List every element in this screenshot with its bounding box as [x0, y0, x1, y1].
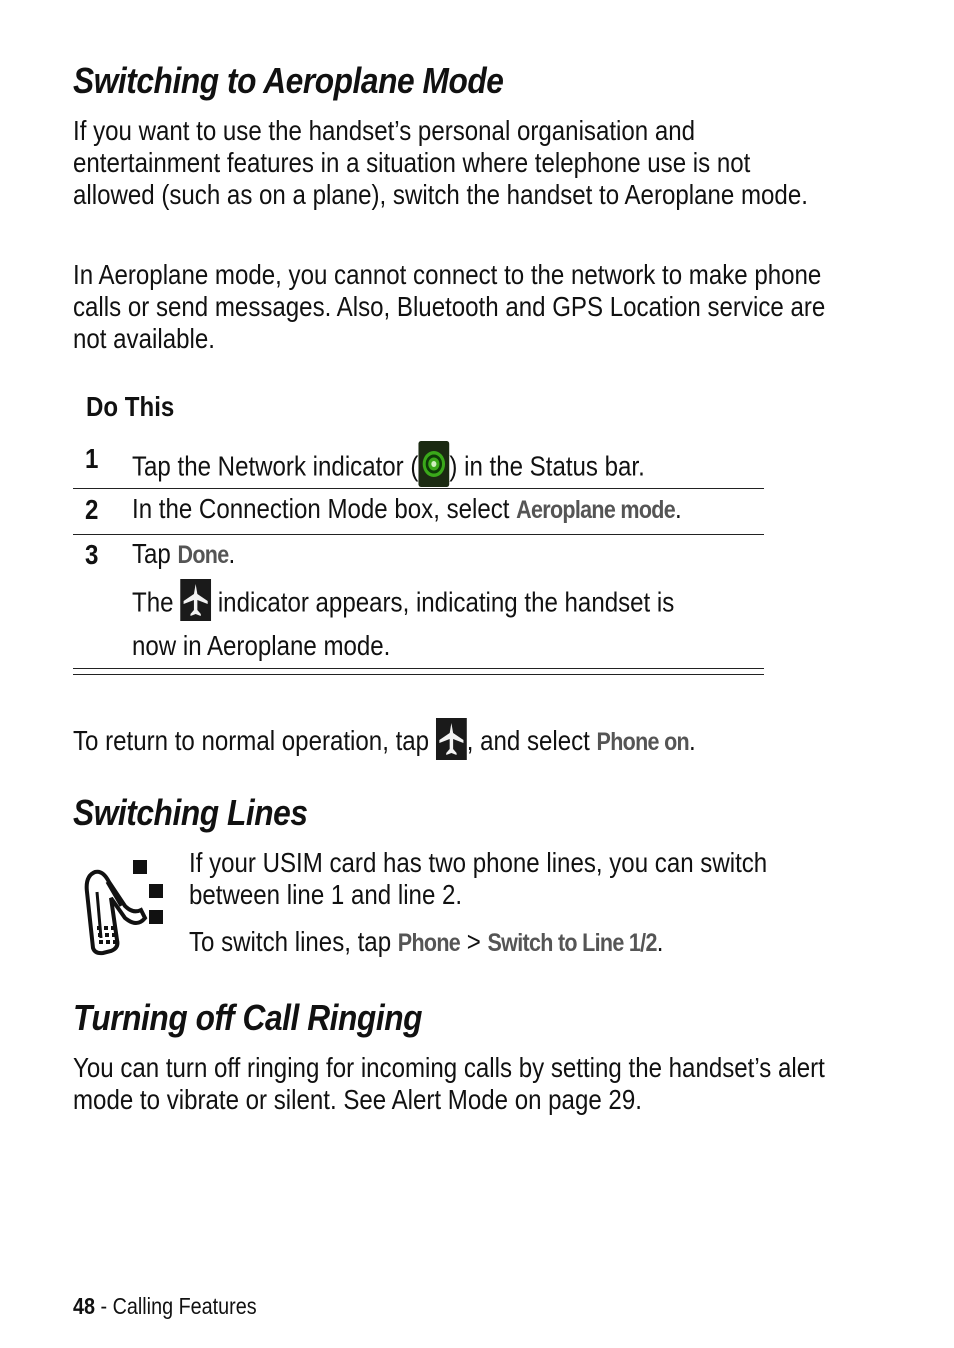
- return-instruction: To return to normal operation, tap , and select Phone on.: [73, 718, 830, 767]
- table-end-rule: [73, 674, 764, 675]
- table-divider: [73, 534, 764, 535]
- step-text: Tap Done.: [132, 538, 236, 569]
- menu-option-label: Switch to Line 1/2: [487, 929, 657, 957]
- aeroplane-intro-paragraph: If you want to use the handset’s personal organisation and entertainment features in a situation where telephone use is not allowed (such as on a plane), switch the handset to Aeroplane mode.: [73, 115, 808, 210]
- footer-section-name: Calling Features: [112, 1293, 257, 1319]
- step-result-text: The indicator appears, indicating the handset is now in Aeroplane mode.: [132, 579, 674, 663]
- switching-lines-instruction: To switch lines, tap Phone > Switch to Line 1/2.: [189, 926, 664, 957]
- section-title-call-ringing: Turning off Call Ringing: [73, 997, 423, 1038]
- step-number: 3: [85, 539, 99, 570]
- step-text: Tap the Network indicator ( ) in the Status bar.: [132, 441, 645, 495]
- step-text: In the Connection Mode box, select Aeroplane mode.: [132, 493, 682, 524]
- step-number: 1: [85, 443, 99, 474]
- step-number: 2: [85, 494, 99, 525]
- aeroplane-icon: [436, 718, 467, 767]
- network-indicator-icon: [418, 441, 449, 495]
- section-title-aeroplane: Switching to Aeroplane Mode: [73, 60, 504, 101]
- menu-option-label: Phone on: [596, 727, 689, 756]
- section-title-switching-lines: Switching Lines: [73, 792, 308, 833]
- menu-option-label: Done: [177, 541, 229, 569]
- aeroplane-limits-paragraph: In Aeroplane mode, you cannot connect to the network to make phone calls or send messages. Also, Bluetooth and GPS Location service are not available.: [73, 259, 826, 354]
- switching-lines-paragraph: If your USIM card has two phone lines, you can switch between line 1 and line 2.: [189, 847, 768, 910]
- table-divider: [73, 488, 764, 489]
- page-footer: 48 - Calling Features: [73, 1293, 257, 1319]
- menu-option-label: Phone: [397, 929, 461, 957]
- menu-option-label: Aeroplane mode: [516, 496, 676, 524]
- page-number: 48: [73, 1293, 96, 1319]
- table-end-rule: [73, 668, 764, 669]
- table-header: Do This: [86, 391, 175, 422]
- network-dependent-feature-icon: [81, 858, 167, 963]
- call-ringing-paragraph: You can turn off ringing for incoming calls by setting the handset’s alert mode to vibrate or silent. See Alert Mode on page 29.: [73, 1052, 825, 1115]
- aeroplane-icon: [180, 579, 211, 629]
